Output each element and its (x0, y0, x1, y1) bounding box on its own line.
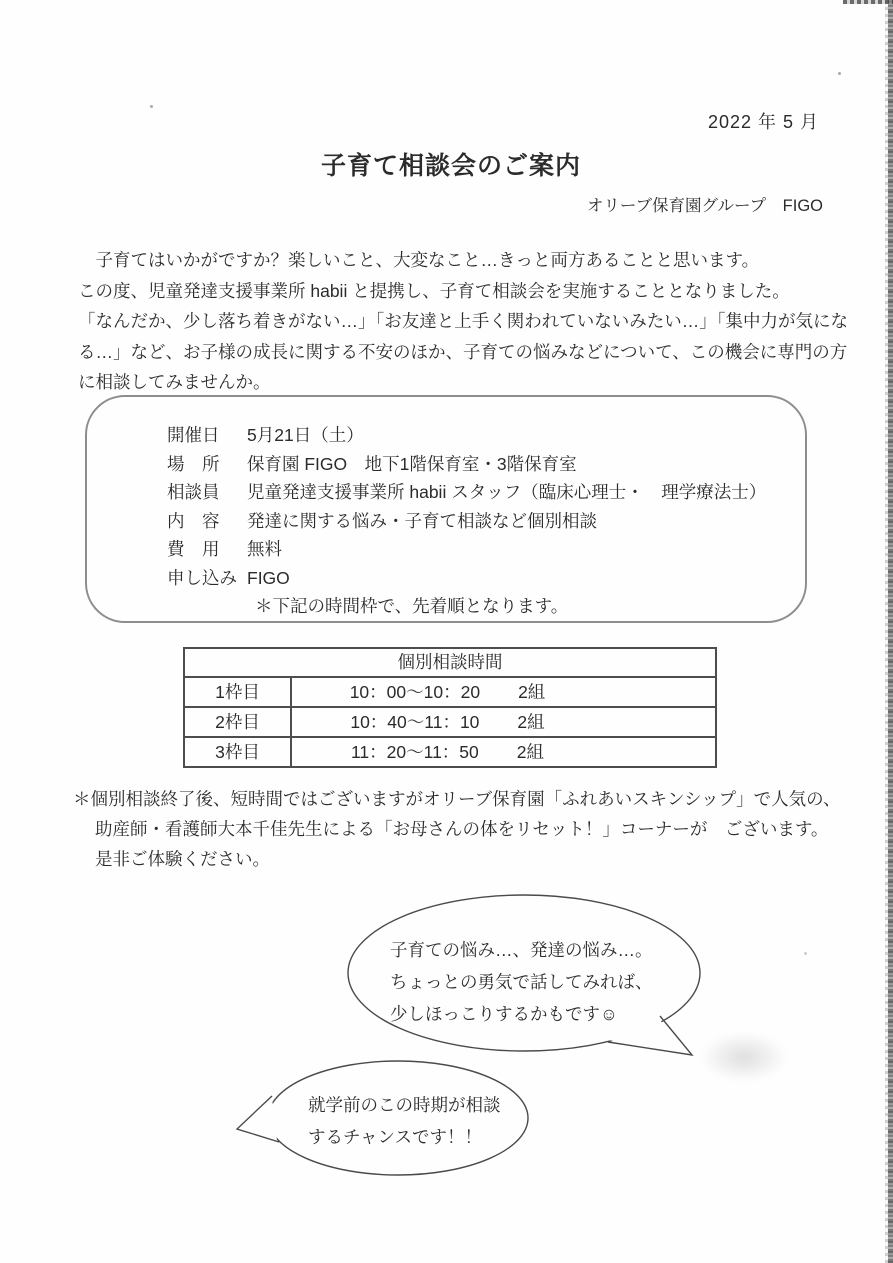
info-row-apply (167, 564, 766, 593)
scan-edge-strip (888, 0, 893, 1263)
info-label: 申し込み (167, 567, 237, 588)
document-date: 2022 年 5 月 (707, 112, 819, 132)
intro-line: に相談してみませんか。 (78, 372, 271, 392)
time-range: 10：00～10：20 (349, 682, 481, 702)
speech-bubble-1-text (390, 934, 653, 1030)
info-value: FIGO (247, 567, 290, 588)
bubble-line: するチャンスです！！ (308, 1126, 482, 1147)
intro-line: 「なんだか、少し落ち着きがない…」「お友達と上手く関われていないみたい…」「集中力が気にな (78, 311, 848, 331)
time-cell (292, 738, 715, 766)
scan-smudge (700, 1032, 788, 1082)
scan-edge-strip-soft (885, 0, 888, 1263)
organization-name: オリーブ保育園グループ FIGO (586, 197, 823, 215)
intro-line: る…」など、お子様の成長に関する不安のほか、子育ての悩みなどについて、この機会に専門の方 (78, 341, 848, 362)
notice-line: 是非ご体験ください。 (95, 849, 270, 869)
info-row-fee (167, 535, 766, 564)
bubble-line: 就学前のこの時期が相談 (308, 1095, 501, 1115)
time-cell (292, 708, 715, 736)
info-row-place (167, 450, 766, 479)
info-value: 無料 (247, 539, 282, 559)
bubble-line: 少しほっこりするかもです☺ (390, 1004, 618, 1024)
event-info-rows (167, 421, 766, 621)
schedule-table-header: 個別相談時間 (185, 649, 715, 678)
group-count: 2組 (518, 682, 546, 702)
scan-top-artifact (843, 0, 893, 4)
info-label: 場 所 (167, 453, 220, 474)
info-row-counselor (167, 478, 766, 507)
speech-bubble-2-text (308, 1090, 501, 1153)
scan-dot (838, 72, 841, 75)
bubble-line: ちょっとの勇気で話してみれば、 (390, 972, 653, 992)
slot-cell: 2枠目 (185, 708, 292, 736)
event-info-box (85, 395, 807, 623)
intro-line: この度、児童発達支援事業所 habii と提携し、子育て相談会を実施することとなりました。 (78, 280, 790, 301)
info-value: 5月21日（土） (247, 425, 364, 445)
schedule-table (183, 647, 717, 768)
info-label: 費 用 (167, 539, 220, 559)
scan-dot (804, 952, 807, 955)
group-count: 2組 (516, 742, 544, 762)
intro-line: 子育てはいかがですか？楽しいこと、大変なこと…きっと両方あることと思います。 (78, 250, 760, 270)
time-range: 11：20～11：50 (351, 742, 479, 762)
info-label: 相談員 (167, 482, 220, 502)
page-title: 子育て相談会のご案内 (321, 152, 582, 180)
info-row-content (167, 507, 766, 536)
slot-cell: 1枠目 (185, 678, 292, 706)
table-row (185, 708, 715, 738)
group-count: 2組 (517, 712, 545, 732)
slot-cell: 3枠目 (185, 738, 292, 766)
notice-paragraph (73, 784, 863, 874)
notice-line: 助産師・看護師大本千佳先生による「お母さんの体をリセット！」コーナーが ございます。 (95, 819, 829, 839)
info-note: ＊下記の時間枠で、先着順となります。 (255, 596, 569, 616)
notice-line: ＊個別相談終了後、短時間ではございますがオリーブ保育園「ふれあいスキンシップ」で人気の、 (73, 789, 841, 809)
info-label: 開催日 (167, 425, 220, 445)
info-label: 内 容 (167, 510, 220, 531)
info-row-date (167, 421, 766, 450)
time-range: 10：40～11：10 (350, 712, 480, 732)
info-value: 児童発達支援事業所 habii スタッフ（臨床心理士・ 理学療法士） (247, 482, 767, 502)
info-value: 発達に関する悩み・子育て相談など個別相談 (247, 510, 597, 531)
table-row (185, 738, 715, 766)
table-row (185, 678, 715, 708)
bubble-line: 子育ての悩み…、発達の悩み…。 (390, 940, 653, 960)
scan-dot (150, 105, 153, 108)
info-value: 保育園 FIGO 地下1階保育室・3階保育室 (247, 453, 577, 474)
time-cell (292, 678, 715, 706)
intro-paragraph (78, 245, 848, 398)
